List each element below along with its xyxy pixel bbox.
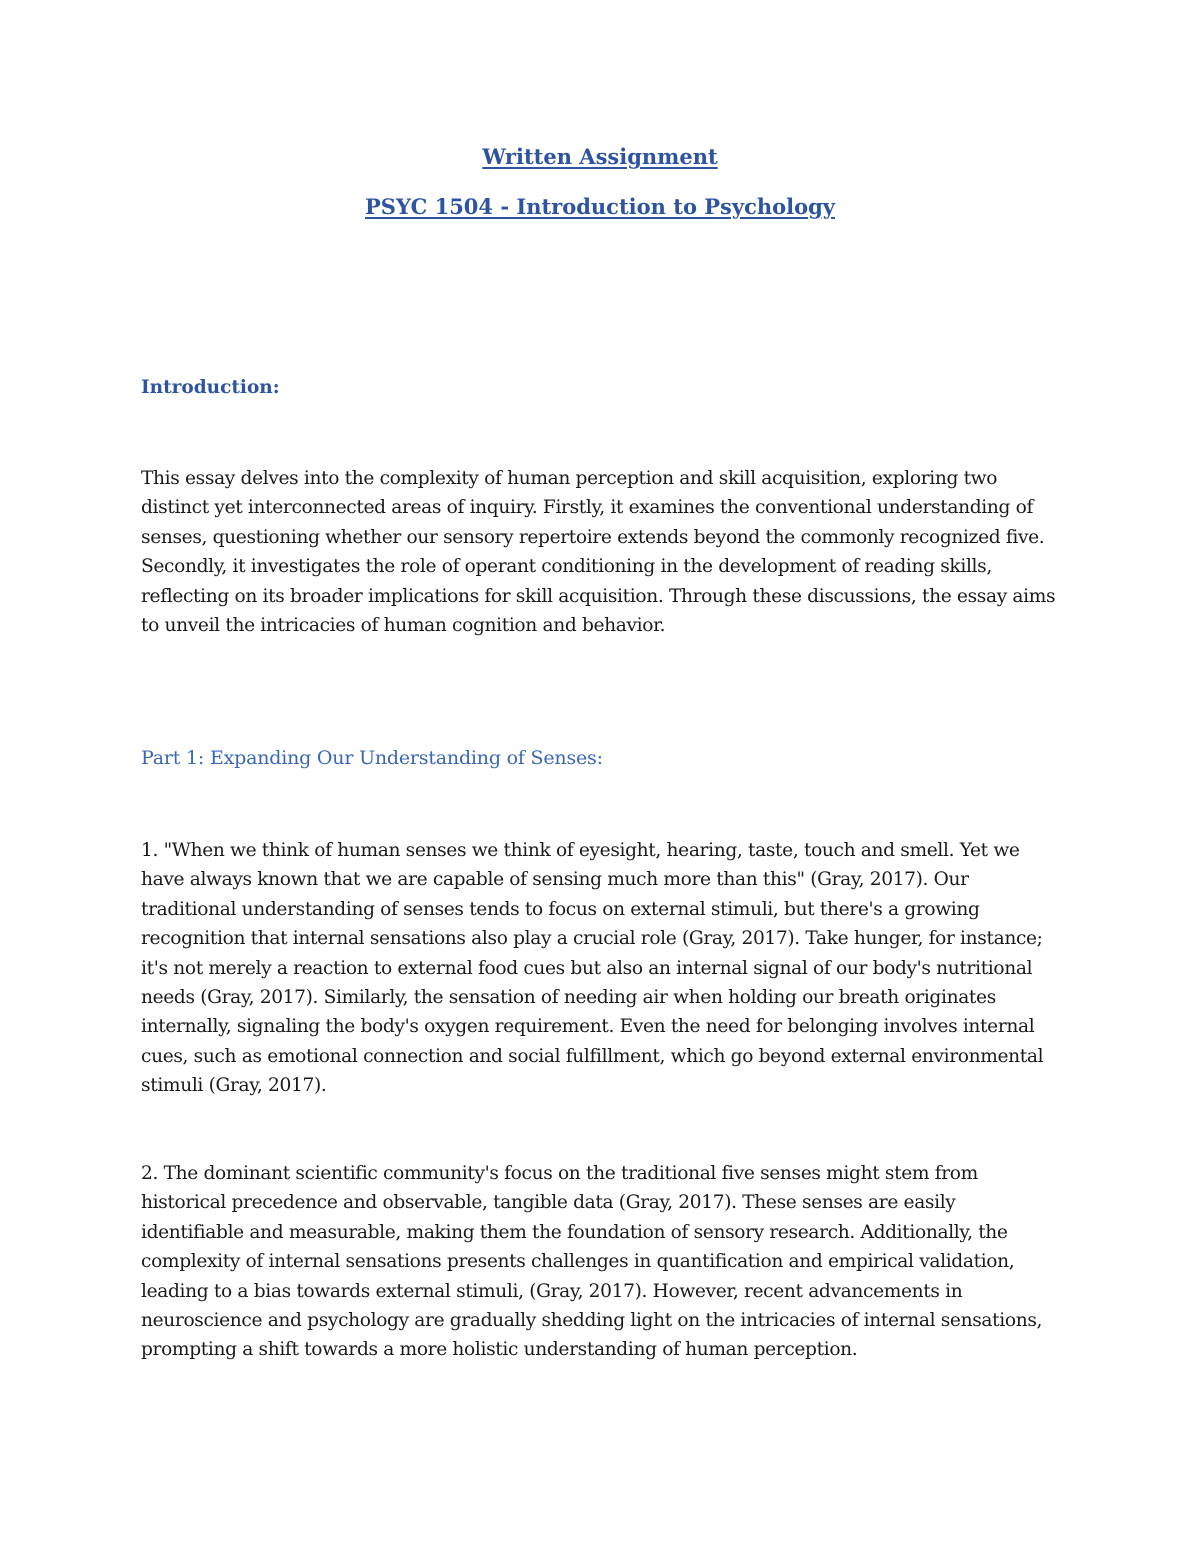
document-title: Written Assignment (482, 144, 718, 169)
part1-paragraph-1: 1. "When we think of human senses we think of eyesight, hearing, taste, touch and smell. Yet we have always known that we are capable of sensing much more than this" (Gray, 2017). Our traditional understanding of senses tends to focus on external stimuli, but there's a growing recognition that internal sensations also play a crucial role (Gray, 2017). Take hunger, for instance; it's not merely a reaction to external food cues but also an internal signal of our body's nutritional needs (Gray, 2017). Similarly, the sensation of needing air when holding our breath originates internally, signaling the body's oxygen requirement. Even the need for belonging involves internal cues, such as emotional connection and social fulfillment, which go beyond external environmental stimuli (Gray, 2017). (141, 840, 1044, 1097)
part1-paragraph-2: 2. The dominant scientific community's focus on the traditional five senses might stem from historical precedence and observable, tangible data (Gray, 2017). These senses are easily identifiable and measurable, making them the foundation of sensory research. Additionally, the complexity of internal sensations presents challenges in quantification and empirical validation, leading to a bias towards external stimuli, (Gray, 2017). However, recent advancements in neuroscience and psychology are gradually shedding light on the intricacies of internal sensations, prompting a shift towards a more holistic understanding of human perception. (141, 1163, 1043, 1361)
document-subtitle: PSYC 1504 - Introduction to Psychology (364, 194, 836, 219)
part1-heading: Part 1: Expanding Our Understanding of Senses: (141, 747, 603, 769)
introduction-paragraph: This essay delves into the complexity of human perception and skill acquisition, exploring two distinct yet interconnected areas of inquiry. Firstly, it examines the conventional understanding of senses, questioning whether our sensory repertoire extends beyond the commonly recognized five. Secondly, it investigates the role of operant conditioning in the development of reading skills, reflecting on its broader implications for skill acquisition. Through these discussions, the essay aims to unveil the intricacies of human cognition and behavior. (141, 468, 1056, 637)
introduction-heading: Introduction: (141, 377, 280, 398)
